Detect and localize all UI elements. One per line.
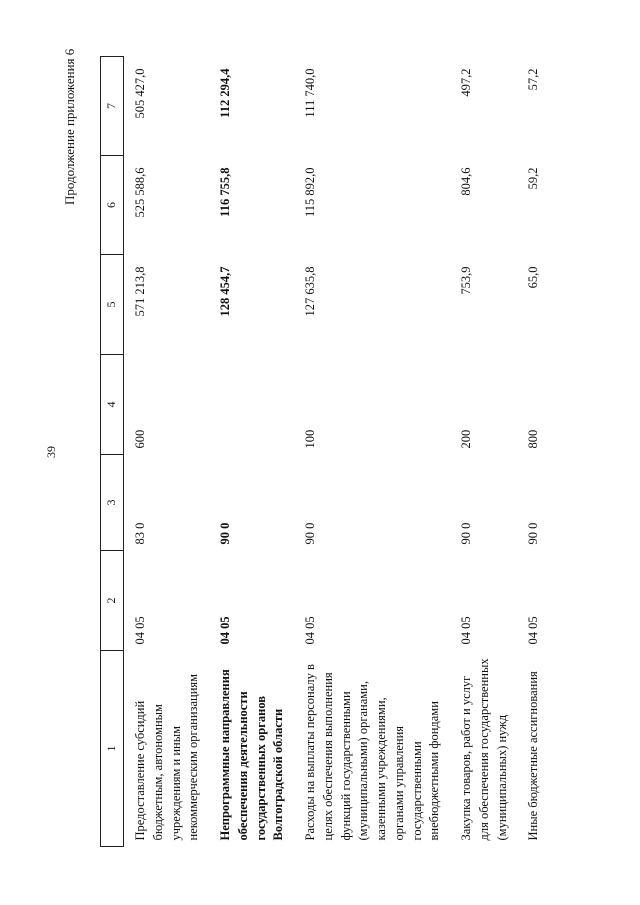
table-row: [209, 57, 294, 847]
target-article-code: 90 0: [218, 522, 232, 545]
amount-col5: 128 454,7: [218, 266, 232, 317]
section-code: 04 05: [526, 616, 541, 645]
section-code: 04 05: [459, 616, 473, 645]
column-header: 1: [101, 651, 124, 847]
column-header: 6: [101, 156, 124, 255]
target-article-code: 90 0: [303, 522, 317, 545]
target-article-code: 90 0: [526, 522, 541, 545]
column-header: 2: [101, 551, 124, 651]
amount-col7: 57,2: [526, 68, 541, 91]
row-name: Непрограммные направления обеспечения деятельности государственных органов Волгоградской области: [218, 669, 286, 841]
amount-col6: 804,6: [459, 167, 473, 196]
row-name: Предоставление субсидий бюджетным, автономным учреждениям и иным некоммерческим организациям: [133, 673, 201, 841]
amount-col5: 65,0: [526, 266, 541, 289]
budget-table: [100, 56, 549, 847]
amount-col7: 505 427,0: [133, 68, 147, 119]
amount-col6: 525 588,6: [133, 167, 147, 218]
amount-col5: 571 213,8: [133, 266, 147, 317]
expense-type-code: 100: [303, 429, 317, 449]
expense-type-code: 200: [459, 429, 473, 449]
row-name: Расходы на выплаты персоналу в целях обеспечения выполнения функций государственными (муниципальными) органами, казенными учреждениями, органами управления государственными внебюджетными фондами: [303, 664, 442, 841]
target-article-code: 90 0: [459, 522, 473, 545]
row-name: Закупка товаров, работ и услуг для обеспечения государственных (муниципальных) нужд: [459, 658, 509, 841]
amount-col7: 112 294,4: [218, 68, 232, 118]
table-row: [450, 57, 517, 847]
page-number: 39: [44, 446, 58, 458]
target-article-code: 83 0: [133, 522, 147, 545]
amount-col7: 111 740,0: [303, 68, 317, 118]
table-row: [124, 57, 210, 847]
column-header: 5: [101, 255, 124, 355]
section-code: 04 05: [133, 616, 147, 645]
amount-col6: 116 755,8: [218, 167, 232, 217]
table-row: [294, 57, 450, 847]
amount-col7: 497,2: [459, 68, 473, 97]
section-code: 04 05: [303, 616, 317, 645]
amount-col6: 115 892,0: [303, 167, 317, 218]
amount-col5: 127 635,8: [303, 266, 317, 317]
expense-type-code: 600: [133, 429, 147, 449]
expense-type-code: 800: [526, 429, 541, 449]
section-code: 04 05: [218, 616, 232, 645]
amount-col6: 59,2: [526, 167, 541, 190]
appendix-header: Продолжение приложения 6: [62, 48, 77, 205]
column-header: 3: [101, 455, 124, 551]
row-name: Иные бюджетные ассигнования: [526, 671, 541, 841]
column-header: 7: [101, 57, 124, 156]
column-number-row: [101, 57, 124, 847]
amount-col5: 753,9: [459, 266, 473, 295]
expense-type-code: [209, 355, 294, 455]
column-header: 4: [101, 355, 124, 455]
table-row: [517, 57, 549, 847]
